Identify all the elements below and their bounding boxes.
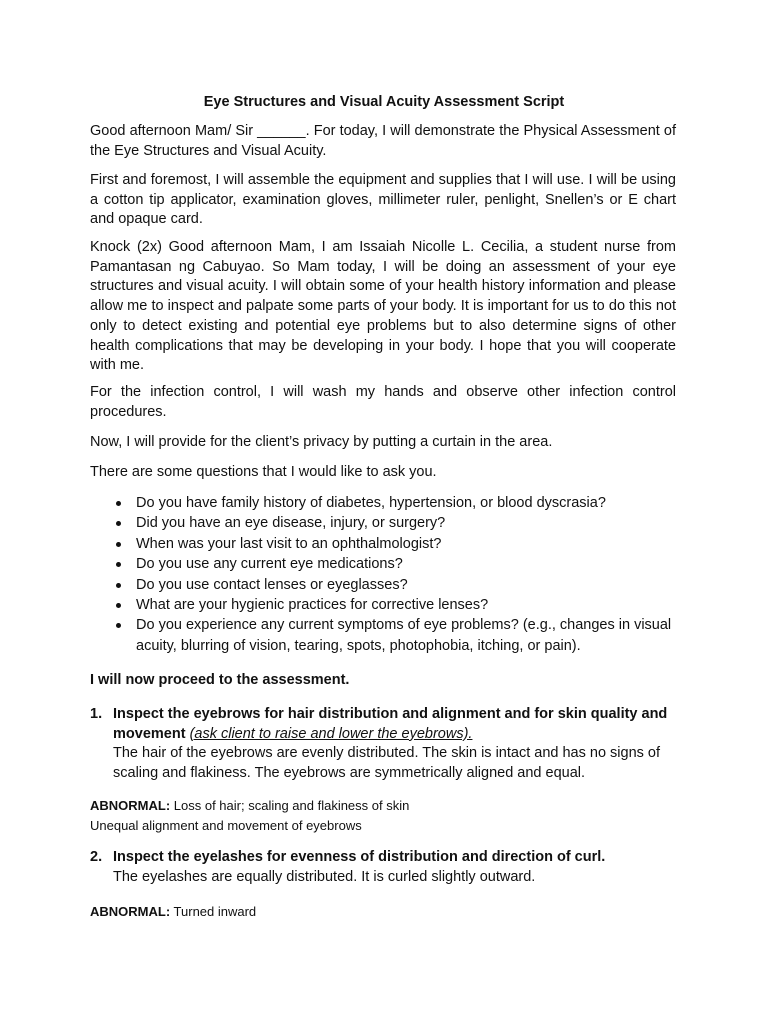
assessment-heading: I will now proceed to the assessment. <box>90 672 350 688</box>
abnormal-text: Loss of hair; scaling and flakiness of skin <box>173 798 410 813</box>
list-item: Do you have family history of diabetes, hypertension, or blood dyscrasia? <box>90 493 680 513</box>
bullet-icon <box>116 542 121 547</box>
step-finding: The hair of the eyebrows are evenly distributed. The skin is intact and has no signs of scaling and flakiness. The eyebrows are symmetrically aligned and equal. <box>113 745 661 782</box>
bullet-icon <box>116 521 121 526</box>
list-item: Did you have an eye disease, injury, or surgery? <box>90 513 680 533</box>
abnormal-eyebrows <box>90 796 680 835</box>
abnormal-label: ABNORMAL: <box>90 798 171 813</box>
step-instruction: (ask client to raise and lower the eyebrows). <box>189 725 473 742</box>
questions-intro: There are some questions that I would like to ask you. <box>90 464 437 480</box>
abnormal-text-line2: Unequal alignment and movement of eyebrows <box>90 817 362 833</box>
list-item: Do you use contact lenses or eyeglasses? <box>90 575 680 595</box>
abnormal-text: Turned inward <box>173 904 257 919</box>
equipment-paragraph: First and foremost, I will assemble the equipment and supplies that I will use. I will be using a cotton tip applicator, examination gloves, millimeter ruler, penlight, Snellen’s or E chart and opaque card. <box>90 172 676 228</box>
bullet-icon <box>116 583 121 588</box>
privacy-paragraph: Now, I will provide for the client’s privacy by putting a curtain in the area. <box>90 434 553 450</box>
step-heading: Inspect the eyelashes for evenness of distribution and direction of curl. <box>113 849 606 865</box>
step-finding: The eyelashes are equally distributed. It is curled slightly outward. <box>113 868 536 885</box>
bullet-icon <box>116 623 121 628</box>
greeting-paragraph: Good afternoon Mam/ Sir ______. For today, I will demonstrate the Physical Assessment of the Eye Structures and Visual Acuity. <box>90 123 676 159</box>
document-title: Eye Structures and Visual Acuity Assessment Script <box>203 94 565 110</box>
step-eyelashes <box>90 848 680 887</box>
infection-control-paragraph: For the infection control, I will wash my hands and observe other infection control procedures. <box>90 384 676 420</box>
step-number: 1. <box>90 706 103 722</box>
introduction-paragraph: Knock (2x) Good afternoon Mam, I am Issaiah Nicolle L. Cecilia, a student nurse from Pamantasan ng Cabuyao. So Mam today, I will be doing an assessment of your eye structures and visual acuity. I will obtain some of your health history information and please allow me to inspect and palpate some parts of your body. It is important for us to do this not only to detect existing and potential eye problems but to also determine signs of other health complications that may be developing in your body. I hope that you will cooperate with me. <box>90 239 676 374</box>
abnormal-label: ABNORMAL: <box>90 904 171 919</box>
bullet-icon <box>116 562 121 567</box>
step-eyebrows <box>90 705 680 784</box>
list-item: What are your hygienic practices for corrective lenses? <box>90 595 680 615</box>
list-item: Do you experience any current symptoms of eye problems? (e.g., changes in visual acuity, blurring of vision, tearing, spots, photophobia, itching, or pain). <box>90 615 680 656</box>
step-heading: Inspect the eyebrows for hair distribution and alignment and for skin quality and movement <box>113 706 668 742</box>
bullet-icon <box>116 501 121 506</box>
step-number: 2. <box>90 849 103 865</box>
abnormal-eyelashes <box>90 902 680 922</box>
bullet-icon <box>116 603 121 608</box>
list-item: When was your last visit to an ophthalmologist? <box>90 534 680 554</box>
list-item: Do you use any current eye medications? <box>90 554 680 574</box>
history-questions-list <box>90 493 680 656</box>
